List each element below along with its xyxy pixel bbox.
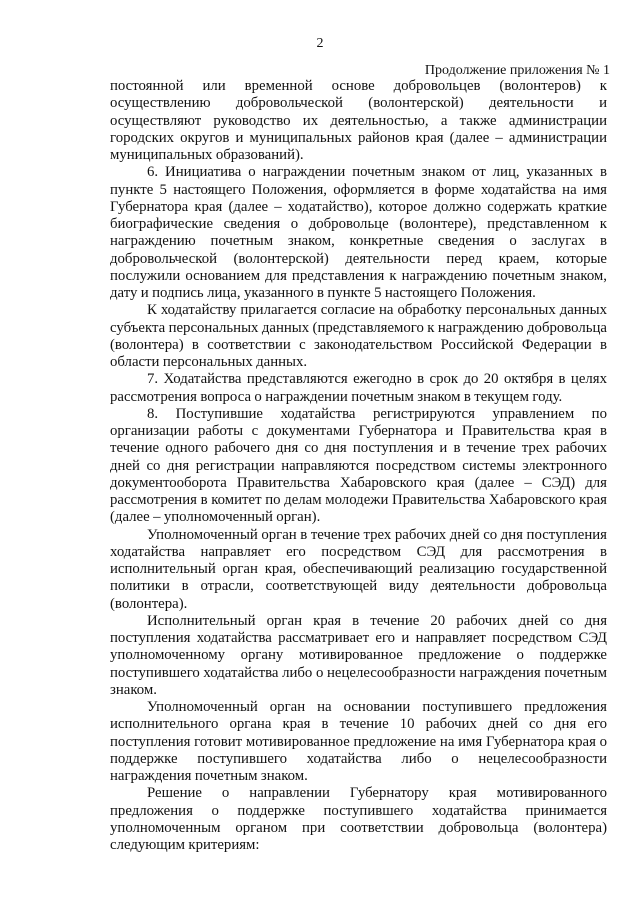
paragraph-continuation: постоянной или временной основе добровольцев (волонтеров) к осуществлению добровольческой (волонтерской) деятельности и осуществляют руководство их деятельностью, а также администрации городских округов и муниципальных районов края (далее – администрации муниципальных образований). — [110, 78, 607, 163]
paragraph-item-8: 8. Поступившие ходатайства регистрируются управлением по организации работы с документами Губернатора и Правительства края в течение одного рабочего дня со дня поступления и в течение трех рабочих дней со дня регистрации направляются посредством системы электронного документооборота Правительства Хабаровского края (далее – СЭД) для рассмотрения в комитет по делам молодежи Правительства Хабаровского края (далее – уполномоченный орган). — [110, 405, 607, 526]
paragraph-consent: К ходатайству прилагается согласие на обработку персональных данных субъекта персональных данных (представляемого к награждению добровольца (волонтера) в соответствии с законодательством Российской Федерации в области персональных данных. — [110, 302, 607, 370]
document-body — [110, 78, 607, 854]
paragraph-item-6: 6. Инициатива о награждении почетным знаком от лиц, указанных в пункте 5 настоящего Положения, оформляется в форме ходатайства на имя Губернатора края (далее – ходатайство), которое должно содержать краткие биографические сведения о добровольце (волонтере), представленном к награждению почетным знаком, конкретные сведения о заслугах в добровольческой (волонтерской) деятельности перед краем, которые послужили основанием для представления к награждению почетным знаком, дату и подпись лица, указанного в пункте 5 настоящего Положения. — [110, 164, 607, 301]
page-number: 2 — [316, 36, 324, 51]
appendix-continuation-note: Продолжение приложения № 1 — [424, 63, 610, 78]
paragraph-item-7: 7. Ходатайства представляются ежегодно в срок до 20 октября в целях рассмотрения вопроса о награждении почетным знаком в текущем году. — [110, 371, 607, 405]
paragraph-decision-criteria: Решение о направлении Губернатору края мотивированного предложения о поддержке поступившего ходатайства принимается уполномоченным органом при соответствии добровольца (волонтера) следующим критериям: — [110, 785, 607, 853]
paragraph-authorized-body: Уполномоченный орган в течение трех рабочих дней со дня поступления ходатайства направляет его посредством СЭД для рассмотрения в исполнительный орган края, обеспечивающий реализацию государственной политики в отрасли, соответствующей виду деятельности добровольца (волонтера). — [110, 526, 607, 612]
paragraph-executive-body: Исполнительный орган края в течение 20 рабочих дней со дня поступления ходатайства рассматривает его и направляет посредством СЭД уполномоченному органу мотивированное предложение о поддержке поступившего ходатайства либо о нецелесообразности награждения почетным знаком. — [110, 612, 607, 698]
paragraph-proposal: Уполномоченный орган на основании поступившего предложения исполнительного органа края в течение 10 рабочих дней со дня его поступления готовит мотивированное предложение на имя Губернатора края о поддержке поступившего ходатайства либо о нецелесообразности награждения почетным знаком. — [110, 699, 607, 784]
